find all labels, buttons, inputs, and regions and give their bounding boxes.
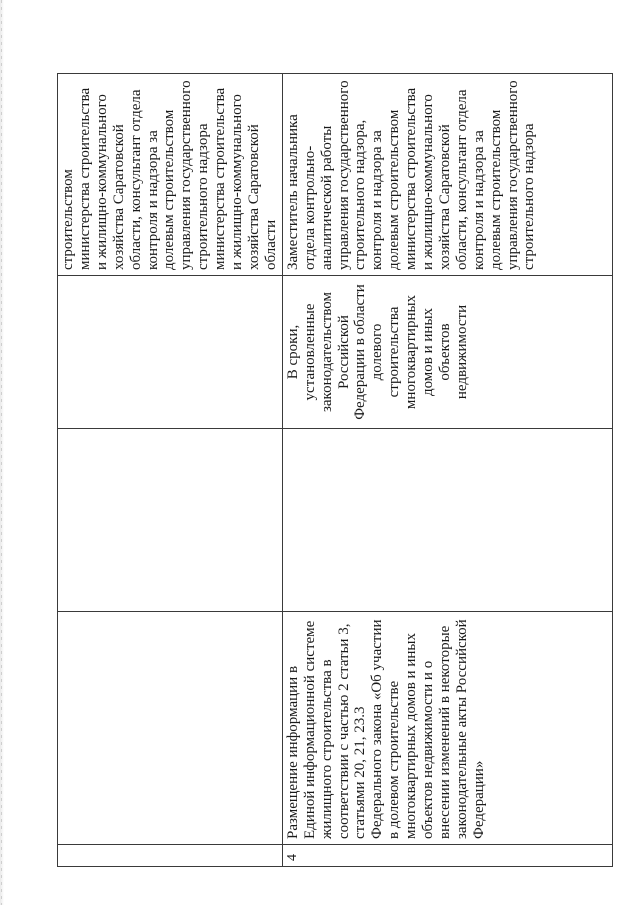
scan-crop-mark xyxy=(1,0,2,905)
cell-blank xyxy=(282,429,612,612)
cell-activity: Размещение информации в Единой информационной системе жилищного строительства в соответствии с частью 2 статьи 3, статьями 20, 21, 23.3 Федерального закона «Об участии в долевом строительстве многоквартирных домов и иных объектов недвижимости и о внесении изменений в некоторые законодательные акты Российской Федерации» xyxy=(282,612,612,845)
cell-deadline xyxy=(58,276,283,429)
cell-blank xyxy=(58,429,283,612)
activity-plan-table xyxy=(57,73,613,867)
cell-responsible: строительством министерства строительства и жилищно-коммунального хозяйства Саратовской области, консультант отдела контроля и надзора за долевым строительством управления государственного строительного надзора министерства строительства и жилищно-коммунального хозяйства Саратовской области xyxy=(58,74,283,276)
table-row xyxy=(282,74,612,867)
cell-activity xyxy=(58,612,283,845)
rotated-page xyxy=(57,74,547,867)
table-row xyxy=(58,74,283,867)
cell-number: 4 xyxy=(282,845,612,867)
cell-responsible: Заместитель начальника отдела контрольно-аналитической работы управления государственного строительного надзора, контроля и надзора за долевым строительством министерства строительства и жилищно-коммунального хозяйства Саратовской области, консультант отдела контроля и надзора за долевым строительством управления государственного строительного надзора xyxy=(282,74,612,276)
cell-number xyxy=(58,845,283,867)
cell-deadline: В сроки, установленные законодательством Российской Федерации в области долевого строительства многоквартирных домов и иных объектов недвижимости xyxy=(282,276,612,429)
